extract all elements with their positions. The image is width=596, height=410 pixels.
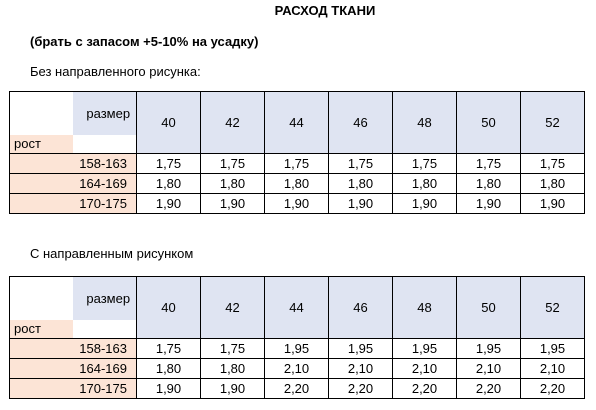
height-row-label: 158-163 bbox=[10, 339, 137, 359]
page-title: РАСХОД ТКАНИ bbox=[274, 3, 376, 18]
value-cell: 1,90 bbox=[521, 194, 585, 214]
size-col-header: 52 bbox=[521, 92, 585, 154]
size-col-header: 48 bbox=[393, 277, 457, 339]
value-cell: 1,90 bbox=[137, 379, 201, 399]
value-cell: 1,80 bbox=[265, 174, 329, 194]
value-cell: 2,20 bbox=[521, 379, 585, 399]
size-col-header: 50 bbox=[457, 277, 521, 339]
value-cell: 1,90 bbox=[201, 194, 265, 214]
value-cell: 2,20 bbox=[265, 379, 329, 399]
value-cell: 1,75 bbox=[329, 154, 393, 174]
value-cell: 2,20 bbox=[329, 379, 393, 399]
corner-cell bbox=[73, 135, 137, 154]
value-cell: 1,75 bbox=[393, 154, 457, 174]
value-cell: 1,90 bbox=[137, 194, 201, 214]
height-header: рост bbox=[10, 135, 73, 154]
value-cell: 1,75 bbox=[137, 339, 201, 359]
value-cell: 1,75 bbox=[457, 154, 521, 174]
value-cell: 1,75 bbox=[265, 154, 329, 174]
value-cell: 2,20 bbox=[457, 379, 521, 399]
value-cell: 1,75 bbox=[201, 339, 265, 359]
size-col-header: 46 bbox=[329, 277, 393, 339]
corner-cell bbox=[10, 277, 73, 321]
value-cell: 1,95 bbox=[457, 339, 521, 359]
corner-cell bbox=[73, 320, 137, 339]
value-cell: 1,80 bbox=[201, 174, 265, 194]
section-label-plain: Без направленного рисунка: bbox=[30, 64, 201, 79]
size-col-header: 44 bbox=[265, 277, 329, 339]
value-cell: 1,90 bbox=[265, 194, 329, 214]
page-subtitle: (брать с запасом +5-10% на усадку) bbox=[30, 34, 259, 49]
size-col-header: 44 bbox=[265, 92, 329, 154]
size-col-header: 48 bbox=[393, 92, 457, 154]
size-col-header: 42 bbox=[201, 92, 265, 154]
size-col-header: 40 bbox=[137, 92, 201, 154]
value-cell: 1,90 bbox=[457, 194, 521, 214]
size-col-header: 40 bbox=[137, 277, 201, 339]
size-col-header: 50 bbox=[457, 92, 521, 154]
value-cell: 2,10 bbox=[457, 359, 521, 379]
fabric-table-directional bbox=[9, 276, 585, 399]
height-row-label: 170-175 bbox=[10, 194, 137, 214]
value-cell: 2,10 bbox=[521, 359, 585, 379]
value-cell: 1,80 bbox=[201, 359, 265, 379]
height-row-label: 158-163 bbox=[10, 154, 137, 174]
value-cell: 1,80 bbox=[393, 174, 457, 194]
value-cell: 1,80 bbox=[329, 174, 393, 194]
value-cell: 1,80 bbox=[137, 174, 201, 194]
value-cell: 2,10 bbox=[393, 359, 457, 379]
size-header: размер bbox=[73, 92, 137, 136]
fabric-table-plain bbox=[9, 91, 585, 214]
section-label-directional: С направленным рисунком bbox=[30, 246, 194, 261]
value-cell: 1,90 bbox=[201, 379, 265, 399]
value-cell: 1,90 bbox=[329, 194, 393, 214]
size-col-header: 42 bbox=[201, 277, 265, 339]
value-cell: 1,80 bbox=[137, 359, 201, 379]
height-row-label: 170-175 bbox=[10, 379, 137, 399]
value-cell: 1,75 bbox=[521, 154, 585, 174]
value-cell: 1,80 bbox=[521, 174, 585, 194]
height-row-label: 164-169 bbox=[10, 174, 137, 194]
height-row-label: 164-169 bbox=[10, 359, 137, 379]
value-cell: 1,95 bbox=[329, 339, 393, 359]
value-cell: 2,20 bbox=[393, 379, 457, 399]
size-col-header: 46 bbox=[329, 92, 393, 154]
value-cell: 1,95 bbox=[521, 339, 585, 359]
value-cell: 1,75 bbox=[137, 154, 201, 174]
size-header: размер bbox=[73, 277, 137, 321]
height-header: рост bbox=[10, 320, 73, 339]
value-cell: 1,95 bbox=[265, 339, 329, 359]
value-cell: 1,80 bbox=[457, 174, 521, 194]
value-cell: 1,75 bbox=[201, 154, 265, 174]
value-cell: 2,10 bbox=[265, 359, 329, 379]
value-cell: 2,10 bbox=[329, 359, 393, 379]
size-col-header: 52 bbox=[521, 277, 585, 339]
value-cell: 1,90 bbox=[393, 194, 457, 214]
corner-cell bbox=[10, 92, 73, 136]
value-cell: 1,95 bbox=[393, 339, 457, 359]
